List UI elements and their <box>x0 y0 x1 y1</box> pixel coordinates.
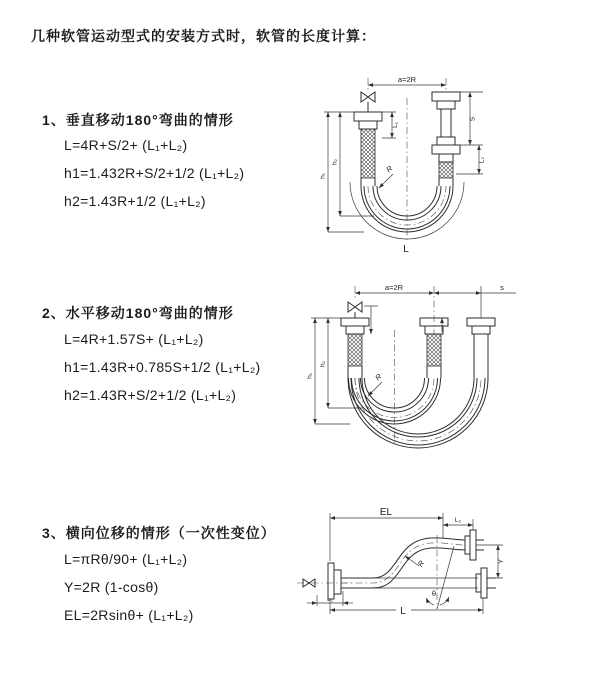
left-flange <box>354 112 382 129</box>
dim-label-y: Y <box>498 559 505 564</box>
angle-arc <box>440 597 449 605</box>
dim-ext <box>330 598 483 614</box>
section-2-heading: 2、水平移动180°弯曲的情形 <box>42 305 234 321</box>
braided-hose-middle <box>427 334 441 366</box>
section-2-formula-L: L=4R+1.57S+ (L₁+L₂) <box>64 331 204 347</box>
hose-wall <box>439 178 453 186</box>
section-3-formula-Y: Y=2R (1-cosθ) <box>64 579 159 595</box>
diagram-lateral-displacement <box>293 493 588 655</box>
hose-wall <box>361 178 375 186</box>
section-3-formula-EL: EL=2Rsinθ+ (L₁+L₂) <box>64 607 194 623</box>
dim-label-l2: L₂ <box>478 156 486 164</box>
dim-label-h1: h₁ <box>306 373 314 379</box>
braided-hose-right <box>439 162 453 178</box>
section-2-formula-h2: h2=1.43R+S/2+1/2 (L₁+L₂) <box>64 387 237 403</box>
left-flange <box>328 563 341 599</box>
dim-label-l: L <box>403 244 409 255</box>
dim-label-l2: L₂ <box>454 517 462 524</box>
dim-ext <box>330 513 443 561</box>
braided-hose-left <box>361 129 375 178</box>
hose-displaced-s-curve <box>341 538 465 588</box>
pipe <box>441 109 451 137</box>
section-3-heading: 3、横向位移的情形（一次性变位） <box>42 525 276 541</box>
dim-label-s: s <box>500 283 504 292</box>
angle-label: θ <box>431 589 437 598</box>
page-title: 几种软管运动型式的安装方式时，软管的长度计算： <box>31 28 376 44</box>
angle-diagonal <box>437 546 454 609</box>
dim-label-l1: L₁ <box>327 596 333 603</box>
dim-label-l1: L₁ <box>392 122 399 128</box>
dim-label-h2: h₂ <box>331 158 339 166</box>
dim-ext <box>481 286 516 318</box>
braided-hose-left <box>348 334 362 366</box>
section-1-heading: 1、垂直移动180°弯曲的情形 <box>42 112 234 128</box>
angle-arc <box>426 598 434 605</box>
dim-label-h1: h₁ <box>319 173 327 179</box>
right-flange-upper <box>432 92 460 109</box>
section-2-formula-h1: h1=1.43R+0.785S+1/2 (L₁+L₂) <box>64 359 261 375</box>
section-1-formula-h2: h2=1.43R+1/2 (L₁+L₂) <box>64 193 206 209</box>
dim-label-l: L <box>400 606 406 617</box>
dim-label-a2r: a=2R <box>397 75 417 84</box>
valve-icon <box>348 302 362 318</box>
right-flange-original <box>476 568 496 598</box>
radius-label: R <box>415 558 427 569</box>
radius-label: R <box>373 371 384 383</box>
section-3-formula-L: L=πRθ/90+ (L₁+L₂) <box>64 551 188 567</box>
dim-label-el: EL <box>379 507 393 518</box>
radius-leader <box>368 382 382 396</box>
hose-wall <box>348 334 488 378</box>
diagram-horizontal-180-bend <box>298 278 580 478</box>
dim-label-a2r: a=2R <box>384 283 404 292</box>
left-flange <box>341 318 369 334</box>
dim-label-s: S <box>469 116 477 122</box>
diagram-vertical-180-bend <box>298 66 570 272</box>
dim-label-h2: h₂ <box>319 360 327 368</box>
valve-icon <box>361 92 375 112</box>
radius-label: R <box>384 163 395 175</box>
right-flange-lower <box>432 137 460 162</box>
section-1-formula-h1: h1=1.432R+S/2+1/2 (L₁+L₂) <box>64 165 245 181</box>
section-1-formula-L: L=4R+S/2+ (L₁+L₂) <box>64 137 188 153</box>
right-flange <box>467 318 495 334</box>
radius-leader <box>379 174 393 188</box>
